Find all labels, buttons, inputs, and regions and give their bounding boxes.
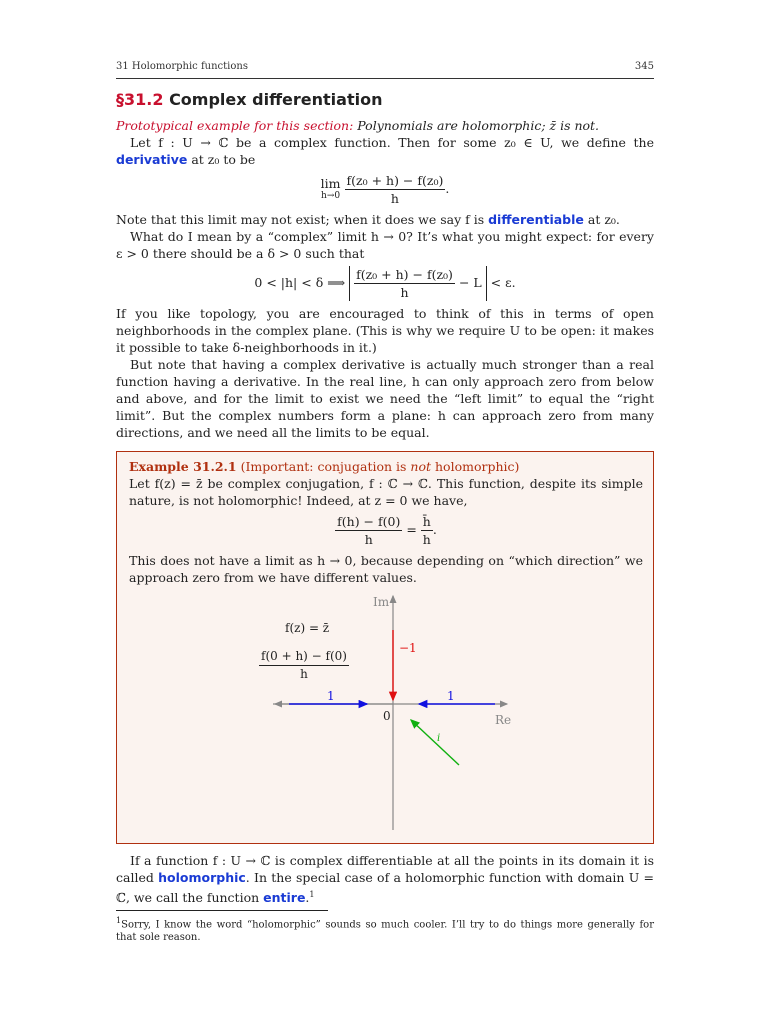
absolute-value — [349, 266, 487, 301]
equals-sign: = — [406, 522, 417, 537]
keyword-derivative: derivative — [116, 152, 188, 167]
example-box — [116, 451, 654, 844]
footnote-ref[interactable]: 1 — [309, 890, 315, 899]
example-not: not — [410, 459, 432, 474]
equation-limit — [116, 172, 654, 207]
equation-epsilon-delta — [116, 266, 654, 301]
text: at z₀. — [583, 212, 620, 227]
keyword-entire: entire — [263, 890, 306, 906]
denominator: h — [364, 532, 373, 547]
keyword-differentiable: differentiable — [488, 212, 584, 227]
numerator: f(z₀ + h) − f(z₀) — [356, 267, 453, 282]
numerator: f(0 + h) − f(0) — [259, 648, 349, 666]
keyword-holomorphic: holomorphic — [158, 870, 246, 885]
text: . — [305, 890, 310, 906]
eq-tail: . — [445, 181, 450, 196]
footnote-rule — [116, 910, 328, 911]
paragraph-complex-limit: What do I mean by a “complex” limit h → 0? It’s what you might expect: for every ε > 0 there should be a δ > 0 such that — [116, 229, 654, 261]
footnote-text: Sorry, I know the word “holomorphic” sounds so much cooler. I’ll try to do things more generally for that sole reason. — [116, 919, 654, 944]
fz-label: f(z) = z̄ — [285, 621, 330, 635]
example-title: Example 31.2.1 — [129, 459, 237, 474]
example-paren: (Important: conjugation is — [240, 459, 411, 474]
lim-sub: h→0 — [321, 190, 341, 201]
minus-l: − L — [458, 275, 482, 290]
example-equation — [129, 513, 643, 548]
eq-tail: . — [432, 522, 437, 537]
value-diag: i — [437, 733, 441, 744]
value-left: 1 — [327, 689, 335, 703]
paragraph-holomorphic — [116, 852, 654, 906]
running-header — [116, 58, 654, 79]
eq-right: < ε. — [490, 275, 516, 290]
text: If a function f : U → ℂ is complex differentiable at all the points in its domain it is called — [116, 853, 654, 885]
paragraph-topology: If you like topology, you are encouraged to think of this in terms of open neighborhoods in the complex plane. (This is why we require U to be open: it makes it possible to take δ-neighborhoods in it.) — [116, 306, 654, 355]
proto-text: Polynomials are holomorphic; z̄ is not. — [357, 118, 600, 133]
fraction — [354, 266, 455, 301]
section-heading — [116, 91, 654, 108]
origin-label: 0 — [383, 709, 391, 723]
page-number: 345 — [634, 61, 654, 72]
section-title: Complex differentiation — [169, 90, 383, 109]
quotient-label — [259, 648, 349, 683]
text: Let f : U → ℂ be a complex function. Then for some z₀ ∈ U, we define the — [130, 135, 654, 150]
re-label: Re — [495, 713, 512, 727]
example-paragraph: This does not have a limit as h → 0, because depending on “which direction” we approach zero from we have different values. — [129, 553, 643, 585]
example-heading — [129, 458, 643, 475]
paragraph-plane: But note that having a complex derivative is actually much stronger than a real function having a derivative. In the real line, h can only approach zero from below and above, and for the limit to exist we need the “left limit” to equal the “right limit”. But the complex numbers form a plane: h can approach zero from many directions, and we need all the limits to be equal. — [116, 357, 654, 440]
chapter-title: 31 Holomorphic functions — [116, 61, 248, 72]
lim-text: lim — [320, 175, 341, 191]
paragraph-differentiable — [116, 211, 654, 228]
denominator: h — [422, 532, 431, 547]
fraction — [421, 513, 433, 548]
denominator: h — [400, 285, 409, 300]
fraction — [345, 172, 446, 207]
numerator: h̄ — [422, 514, 431, 529]
prototypical-example — [116, 117, 654, 134]
denominator: h — [390, 191, 399, 206]
text: . In the special case of a holomorphic function with domain U = ℂ, we call the function — [116, 870, 654, 906]
page — [116, 58, 654, 944]
eq-left: 0 < |h| < δ ⟹ — [254, 275, 346, 290]
footnote-mark: 1 — [116, 916, 122, 926]
text: at z₀ to be — [187, 152, 256, 167]
section-number: §31.2 — [116, 90, 164, 109]
value-right: 1 — [447, 689, 455, 703]
im-label: Im — [373, 595, 390, 609]
text: Note that this limit may not exist; when it does we say f is — [116, 212, 489, 227]
complex-plane-figure — [129, 590, 643, 835]
paragraph-derivative — [116, 134, 654, 168]
arrow-diagonal-green — [411, 720, 459, 765]
numerator: f(h) − f(0) — [337, 514, 401, 529]
proto-label: Prototypical example for this section: — [116, 118, 354, 133]
numerator: f(z₀ + h) − f(z₀) — [346, 173, 444, 188]
value-down: −1 — [399, 641, 417, 655]
limit-operator — [320, 175, 341, 202]
example-paren: holomorphic) — [431, 459, 520, 474]
denominator: h — [300, 667, 308, 681]
footnote — [116, 914, 654, 944]
fraction — [335, 513, 402, 548]
example-paragraph: Let f(z) = z̄ be complex conjugation, f : ℂ → ℂ. This function, despite its simple nature, is not holomorphic! Indeed, at z = 0 we have, — [129, 476, 643, 508]
